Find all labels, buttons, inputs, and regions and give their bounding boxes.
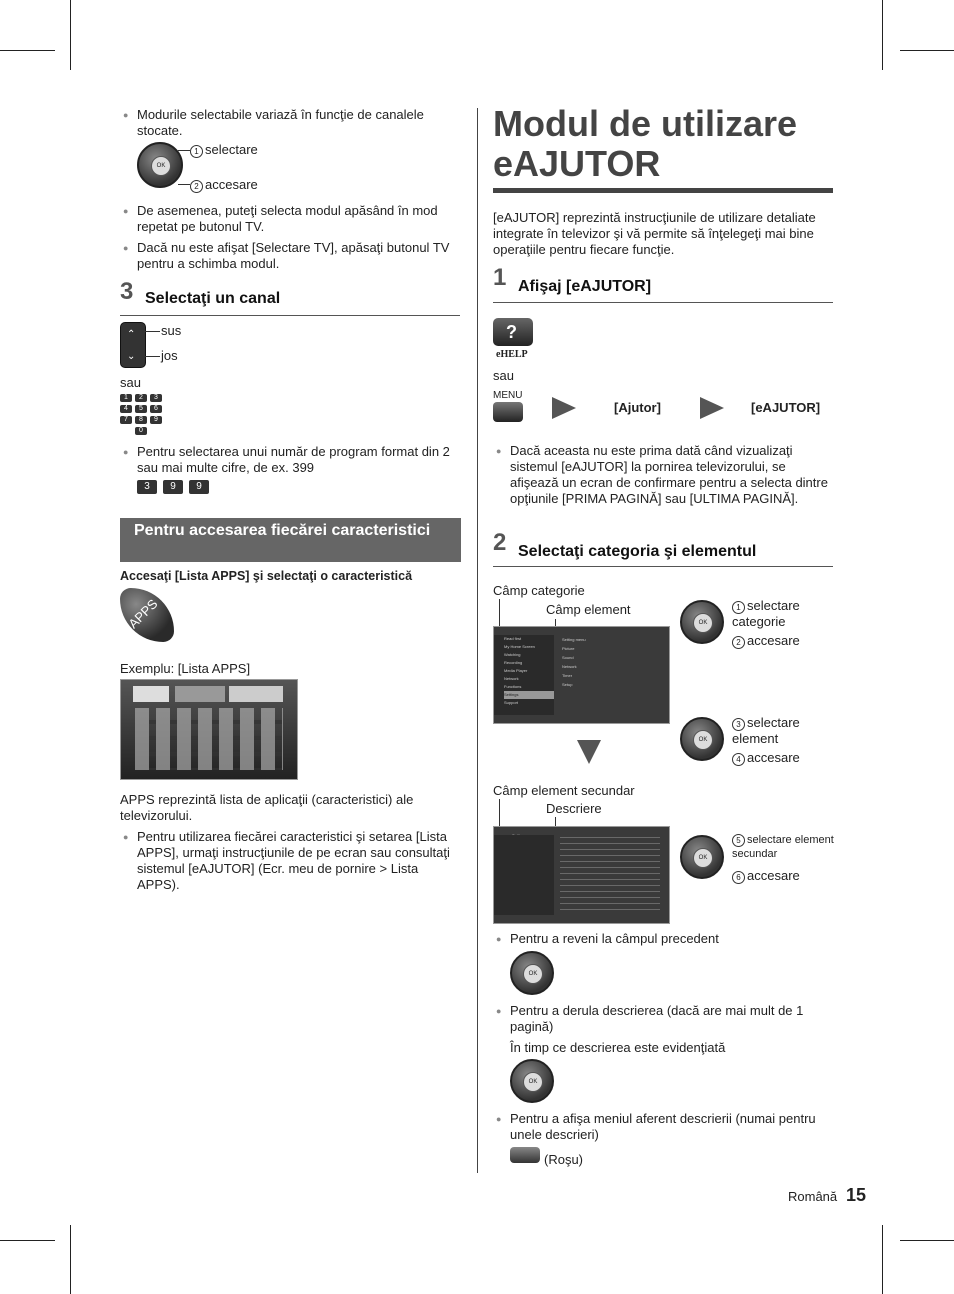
scroll-note: În timp ce descrierea este evidenţiată	[510, 1040, 726, 1055]
apps-banner	[175, 686, 225, 702]
screen-menu-item: Recording	[504, 660, 523, 665]
step-title: Selectaţi un canal	[145, 290, 281, 307]
num-key: 5	[135, 405, 147, 413]
ok-label: OK	[151, 156, 171, 176]
ok-wheel-left	[510, 951, 554, 995]
number-5-icon: 5	[732, 834, 745, 847]
chevron-down-icon: ⌄	[127, 351, 136, 362]
bullet-tv-button: ● De asemenea, puteţi selecta modul apăsând în mod repetat pe butonul TV.	[137, 203, 457, 235]
example-label: Exemplu: [Lista APPS]	[120, 661, 251, 676]
step-rule	[493, 302, 833, 303]
num-key: 3	[150, 394, 162, 402]
crop-mark	[70, 1225, 71, 1294]
page-title-line1: Modul de utilizare	[493, 103, 798, 144]
screen-category-pane	[494, 635, 554, 715]
screen-item: Setting menu	[562, 637, 586, 642]
wheel-line	[178, 184, 190, 185]
number-2-icon: 2	[732, 636, 745, 649]
bullet-multi-digit: ● Pentru selectarea unui număr de program format din 2 sau mai multe cifre, de ex. 399	[137, 444, 457, 476]
menu-label: MENU	[493, 390, 523, 401]
crop-mark	[900, 1240, 954, 1241]
channel-up-down-button	[120, 322, 146, 368]
path-ajutor: [Ajutor]	[614, 400, 661, 415]
ok-label: OK	[523, 1072, 543, 1092]
step-rule	[120, 315, 460, 316]
example-key: 3	[137, 480, 157, 494]
step-number: 3	[120, 278, 134, 305]
page-title-line2: eAJUTOR	[493, 143, 661, 184]
apps-banner	[229, 686, 283, 702]
step-title: Selectaţi categoria şi elementul	[518, 543, 757, 560]
w3-select-label: 5 selectare element secundar	[732, 834, 834, 860]
ok-wheel-updown	[510, 1059, 554, 1103]
num-key: 7	[120, 416, 132, 424]
bullet-tv-select: ● Dacă nu este afişat [Selectare TV], apăsaţi butonul TV pentru a schimba modul.	[137, 240, 457, 272]
bullet-back: ● Pentru a reveni la câmpul precedent	[510, 931, 832, 947]
w1-select-label: 1 selectare categorie	[732, 598, 800, 629]
step-rule	[493, 566, 833, 567]
screen-item: Network	[562, 664, 577, 669]
screen-item-pane	[558, 635, 666, 715]
red-button	[510, 1147, 540, 1163]
bullet-scroll: ● Pentru a derula descrierea (dacă are mai mult de 1 pagină)	[510, 1003, 832, 1035]
ehelp-label: eHELP	[496, 349, 528, 360]
screen-menu-item: Support	[504, 700, 519, 705]
ok-wheel	[680, 835, 724, 879]
feature-box-title: Pentru accesarea fiecărei caracteristici	[134, 522, 431, 539]
num-key: 6	[150, 405, 162, 413]
help-button	[493, 318, 533, 346]
column-divider	[477, 108, 478, 1173]
ok-wheel	[680, 717, 724, 761]
apps-button	[120, 588, 174, 642]
screen-item: Setup	[562, 682, 573, 687]
category-field-label: Câmp categorie	[493, 583, 585, 598]
arrow-right-icon	[552, 397, 576, 419]
w3-access-label: 6 accesare	[732, 868, 800, 884]
num-key: 9	[150, 416, 162, 424]
leader-line	[499, 799, 500, 829]
channel-up-label: sus	[161, 323, 182, 338]
step-number: 2	[493, 529, 507, 556]
screen-subitem-pane	[494, 835, 554, 915]
number-6-icon: 6	[732, 871, 745, 884]
number-2-icon: 2	[190, 180, 203, 193]
crop-mark	[70, 0, 71, 70]
screen-menu-item: My Home Screen	[504, 644, 535, 649]
ok-label: OK	[693, 613, 713, 633]
item-field-label: Câmp element	[546, 602, 631, 617]
sub-item-field-label: Câmp element secundar	[493, 783, 635, 798]
screen-description-text	[560, 837, 660, 913]
screen-item: Sound	[562, 655, 574, 660]
ch-line	[144, 331, 160, 332]
w2-select-label: 3 selectare element	[732, 715, 800, 746]
number-3-icon: 3	[732, 718, 745, 731]
number-1-icon: 1	[190, 145, 203, 158]
apps-label: APPS	[125, 596, 161, 632]
crop-mark	[882, 1225, 883, 1294]
bullet-apps-usage: ● Pentru utilizarea fiecărei caracteristici şi setarea [Lista APPS], urmaţi instrucţiunile de pe ecran sau consultaţi sistemul [eAJUTOR] (Ecr. meu de pornire > Lista APPS).	[137, 829, 457, 893]
wheel-access-label: 2 accesare	[190, 177, 258, 193]
red-label: (Roşu)	[544, 1152, 584, 1167]
screen-menu-item: Read first	[504, 636, 522, 641]
screen-menu-item: Functions	[504, 684, 522, 689]
bullet-menu: ● Pentru a afişa meniul aferent descrierii (numai pentru unele descrieri)	[510, 1111, 832, 1143]
crop-mark	[0, 1240, 55, 1241]
ok-wheel	[680, 600, 724, 644]
example-key: 9	[189, 480, 209, 494]
ok-label: OK	[523, 964, 543, 984]
chevron-up-icon: ⌃	[127, 329, 136, 340]
apps-banner	[133, 686, 169, 702]
ch-line	[144, 356, 160, 357]
channel-down-label: jos	[161, 348, 178, 363]
screen-menu-item: Network	[504, 676, 519, 681]
ok-label: OK	[693, 730, 713, 750]
or-label: sau	[120, 375, 141, 390]
apps-list-screenshot	[120, 679, 298, 780]
arrow-right-icon	[700, 397, 724, 419]
number-1-icon: 1	[732, 601, 745, 614]
num-key: 2	[135, 394, 147, 402]
description-label: Descriere	[546, 801, 602, 816]
title-rule	[493, 188, 833, 193]
wheel-line	[178, 150, 190, 151]
apps-grid	[135, 708, 283, 770]
w1-access-label: 2 accesare	[732, 633, 800, 649]
leader-line	[499, 599, 500, 629]
screen-menu-item: Watching	[504, 652, 521, 657]
wheel-select-label: 1 selectare	[190, 142, 258, 158]
ok-label: OK	[693, 848, 713, 868]
ehelp-description-screen	[493, 826, 670, 924]
page-number: 15	[846, 1185, 867, 1205]
bullet-modes: ● Modurile selectabile variază în funcţie de canalele stocate.	[137, 107, 457, 139]
num-key: 8	[135, 416, 147, 424]
bullet-first-time: ● Dacă aceasta nu este prima dată când vizualizaţi sistemul [eAJUTOR] la pornirea televizorului, se afişează un ecran de confirmare pentru a selecta dintre opţiunile [PRIMA PAGINĂ] sau [ULTIMA PAGINĂ].	[510, 443, 832, 507]
menu-button	[493, 402, 523, 422]
arrow-down-icon	[577, 740, 601, 764]
num-key: 0	[135, 427, 147, 435]
example-key: 9	[163, 480, 183, 494]
path-eajutor: [eAJUTOR]	[751, 400, 821, 415]
screen-item: Picture	[562, 646, 575, 651]
num-key: 4	[120, 405, 132, 413]
question-mark-icon: ?	[506, 322, 517, 342]
crop-mark	[0, 50, 55, 51]
screen-menu-item: Media Player	[504, 668, 528, 673]
apps-description: APPS reprezintă lista de aplicaţii (caracteristici) ale televizorului.	[120, 792, 414, 823]
step-number: 1	[493, 264, 507, 291]
crop-mark	[882, 0, 883, 70]
or-label: sau	[493, 368, 514, 383]
w2-access-label: 4 accesare	[732, 750, 800, 766]
ehelp-category-screen	[493, 626, 670, 724]
footer-language: Română	[788, 1189, 838, 1204]
ehelp-intro: [eAJUTOR] reprezintă instrucţiunile de utilizare detaliate integrate în televizor şi vă permite să înţelegeţi mai bine operaţiile pentru fiecare funcţie.	[493, 210, 816, 257]
num-key: 1	[120, 394, 132, 402]
feature-box	[120, 518, 461, 562]
screen-item: Timer	[562, 673, 573, 678]
crop-mark	[900, 50, 954, 51]
feature-instruction: Accesaţi [Lista APPS] şi selectaţi o caracteristică	[120, 569, 413, 583]
ok-wheel	[137, 142, 183, 188]
screen-menu-item: Settings	[504, 691, 554, 699]
step-title: Afişaj [eAJUTOR]	[518, 278, 652, 295]
number-4-icon: 4	[732, 753, 745, 766]
